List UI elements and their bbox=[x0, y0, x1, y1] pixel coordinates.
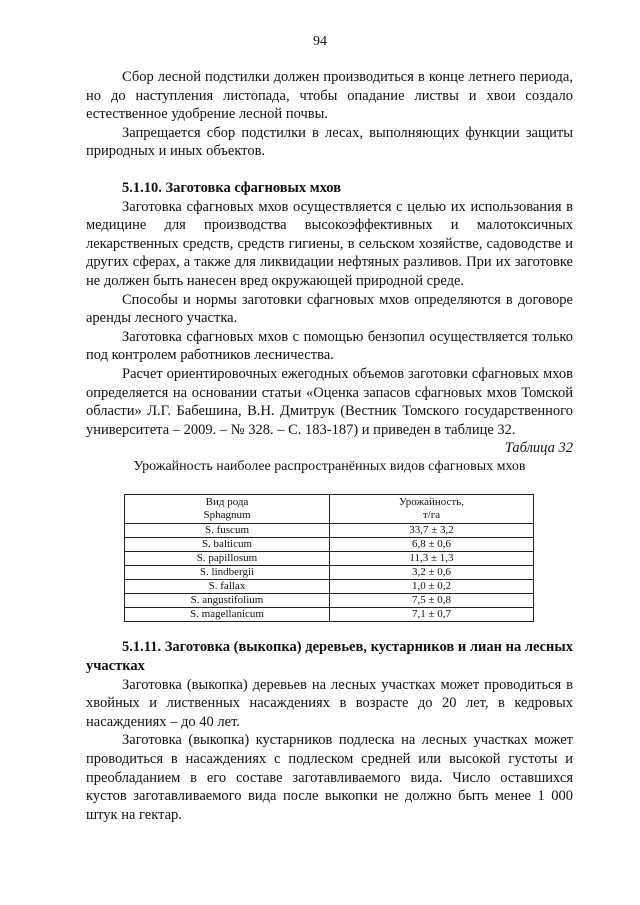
table-header-row bbox=[125, 495, 534, 524]
yield-cell: 3,2 ± 0,6 bbox=[330, 566, 534, 580]
table-row bbox=[125, 552, 534, 566]
table-row bbox=[125, 608, 534, 622]
paragraph: Расчет ориентировочных ежегодных объемов заготовки сфагновых мхов определяется на основании статьи «Оценка запасов сфагновых мхов Томской области» Л.Г. Бабешина, В.Н. Дмитрук (Вестник Томского государственного университета – 2009. – № 328. – С. 183-187) и приведен в таблице 32. bbox=[86, 365, 573, 438]
table-row bbox=[125, 580, 534, 594]
header-yield-line1: Урожайность, bbox=[398, 496, 465, 509]
yield-cell: 6,8 ± 0,6 bbox=[330, 538, 534, 552]
page-number: 94 bbox=[313, 34, 327, 49]
section-heading: 5.1.10. Заготовка сфагновых мхов bbox=[122, 179, 342, 196]
yield-cell: 11,3 ± 1,3 bbox=[330, 552, 534, 566]
paragraph: Заготовка сфагновых мхов осуществляется с целью их использования в медицине для производства высокоэффективных и малотоксичных лекарственных средств, средств гигиены, в сельском хозяйстве, садоводстве и других сферах, а также для ликвидации нефтяных разливов. При их заготовке не должен быть нанесен вред окружающей природной среде. bbox=[86, 198, 573, 289]
species-cell: S. lindbergii bbox=[125, 566, 330, 580]
paragraph: Заготовка (выкопка) кустарников подлеска на лесных участках может проводиться в насаждениях с подлеском средней или высокой густоты и преобладанием в его составе заготавливаемого вида. Число оставшихся кустов заготавливаемого вида после выкопки не должно быть менее 1 000 штук на гектар. bbox=[86, 732, 573, 823]
section-heading: 5.1.11. Заготовка (выкопка) деревьев, кустарников и лиан на лесных участках bbox=[86, 639, 573, 675]
species-cell: S. balticum bbox=[125, 538, 330, 552]
table-row bbox=[125, 524, 534, 538]
yield-cell: 33,7 ± 3,2 bbox=[330, 524, 534, 538]
table-row bbox=[125, 538, 534, 552]
species-cell: S. fallax bbox=[125, 580, 330, 594]
header-species-line1: Вид рода bbox=[205, 496, 249, 509]
document-body bbox=[86, 68, 573, 824]
yield-cell: 1,0 ± 0,2 bbox=[330, 580, 534, 594]
paragraph: Заготовка (выкопка) деревьев на лесных участках может проводиться в хвойных и лиственных насаждениях в возрасте до 20 лет, в кедровых насаждениях – до 40 лет. bbox=[86, 676, 573, 730]
moss-yield-table bbox=[124, 494, 534, 622]
table-row bbox=[125, 566, 534, 580]
table-label: Таблица 32 bbox=[504, 440, 573, 457]
header-species-line2: Sphagnum bbox=[203, 509, 251, 522]
paragraph: Запрещается сбор подстилки в лесах, выполняющих функции защиты природных и иных объектов. bbox=[86, 124, 573, 160]
table-row bbox=[125, 594, 534, 608]
paragraph: Способы и нормы заготовки сфагновых мхов определяются в договоре аренды лесного участка. bbox=[86, 291, 573, 327]
header-species bbox=[125, 495, 330, 524]
paragraph: Заготовка сфагновых мхов с помощью бензопил осуществляется только под контролем работников лесничества. bbox=[86, 328, 573, 364]
yield-cell: 7,5 ± 0,8 bbox=[330, 594, 534, 608]
yield-cell: 7,1 ± 0,7 bbox=[330, 608, 534, 622]
species-cell: S. magellanicum bbox=[125, 608, 330, 622]
table-title: Урожайность наиболее распространённых видов сфагновых мхов bbox=[133, 458, 526, 474]
species-cell: S. papillosum bbox=[125, 552, 330, 566]
paragraph: Сбор лесной подстилки должен производиться в конце летнего периода, но до наступления листопада, чтобы опадание листвы и хвои создало естественное удобрение лесной почвы. bbox=[86, 69, 573, 123]
species-cell: S. fuscum bbox=[125, 524, 330, 538]
header-yield-line2: т/га bbox=[422, 509, 441, 522]
species-cell: S. angustifolium bbox=[125, 594, 330, 608]
header-yield bbox=[330, 495, 534, 524]
